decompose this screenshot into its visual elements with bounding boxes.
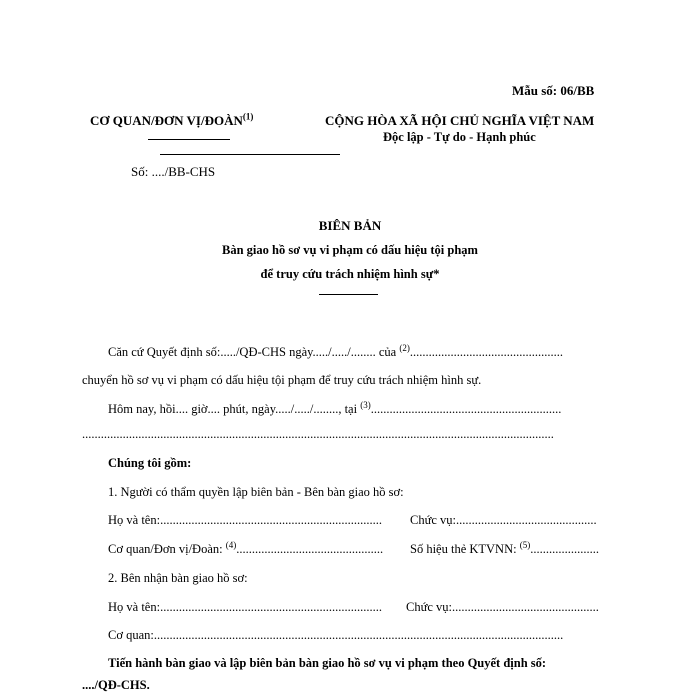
handover-statement: Tiến hành bàn giao và lập biên bản bàn giao hồ sơ vụ vi phạm theo Quyết định số: (108, 656, 547, 670)
section-1-agency-dots: ............................................... (236, 542, 384, 556)
basis-dots: ................................................. (409, 345, 563, 359)
time-place-continuation: ....................................................................................................................................................... (82, 427, 554, 441)
section-2-name-field: Họ và tên:....................................................................... (108, 600, 382, 614)
section-2-position-field: Chức vụ:............................................... (406, 600, 599, 614)
section-1-heading: 1. Người có thẩm quyền lập biên bản - Bên bàn giao hồ sơ: (108, 485, 404, 499)
document-number: Số: ..../BB-CHS (131, 164, 216, 179)
document-title: BIÊN BẢN (318, 218, 382, 233)
section-1-card-prefix: Số hiệu thẻ KTVNN: (410, 542, 520, 556)
agency-underline (148, 139, 230, 140)
we-are-heading: Chúng tôi gồm: (108, 456, 192, 470)
agency-text: CƠ QUAN/ĐƠN VỊ/ĐOÀN (90, 113, 243, 128)
time-place-note: (3) (360, 399, 371, 410)
section-1-agency-prefix: Cơ quan/Đơn vị/Đoàn: (108, 542, 226, 556)
section-1-agency-field (108, 539, 384, 557)
time-place-dots: ............................................................. (370, 402, 562, 416)
section-1-name-field: Họ và tên:....................................................................... (108, 513, 382, 527)
agency-note: (1) (242, 111, 254, 122)
document-subtitle-2: để truy cứu trách nhiệm hình sự* (260, 267, 440, 281)
section-2-agency-field: Cơ quan:................................................................................................................................... (108, 628, 564, 642)
title-underline (319, 294, 378, 295)
basis-note: (2) (399, 342, 410, 353)
agency-label (90, 113, 253, 129)
time-place-prefix: Hôm nay, hồi.... giờ.... phút, ngày...../...../........, tại (108, 402, 361, 416)
basis-continuation: chuyển hồ sơ vụ vi phạm có dấu hiệu tội phạm để truy cứu trách nhiệm hình sự. (82, 373, 482, 387)
basis-line (108, 342, 563, 360)
section-1-card-dots: ...................... (530, 542, 599, 556)
time-place-line (108, 399, 562, 417)
section-1-card-field (410, 539, 599, 557)
section-2-heading: 2. Bên nhận bàn giao hồ sơ: (108, 571, 248, 585)
motto-underline (160, 154, 340, 155)
basis-prefix: Căn cứ Quyết định số:...../QĐ-CHS ngày...../...../........ của (108, 345, 400, 359)
document-subtitle-1: Bàn giao hồ sơ vụ vi phạm có dấu hiệu tội phạm (222, 243, 478, 257)
section-1-agency-note: (4) (225, 539, 237, 550)
handover-decision-number: ..../QĐ-CHS. (82, 678, 150, 692)
form-code: Mẫu số: 06/BB (512, 83, 595, 98)
republic-title: CỘNG HÒA XÃ HỘI CHỦ NGHĨA VIỆT NAM (325, 113, 595, 128)
section-1-card-note: (5) (519, 539, 531, 550)
republic-motto: Độc lập - Tự do - Hạnh phúc (383, 130, 536, 144)
section-1-position-field: Chức vụ:............................................. (410, 513, 597, 527)
